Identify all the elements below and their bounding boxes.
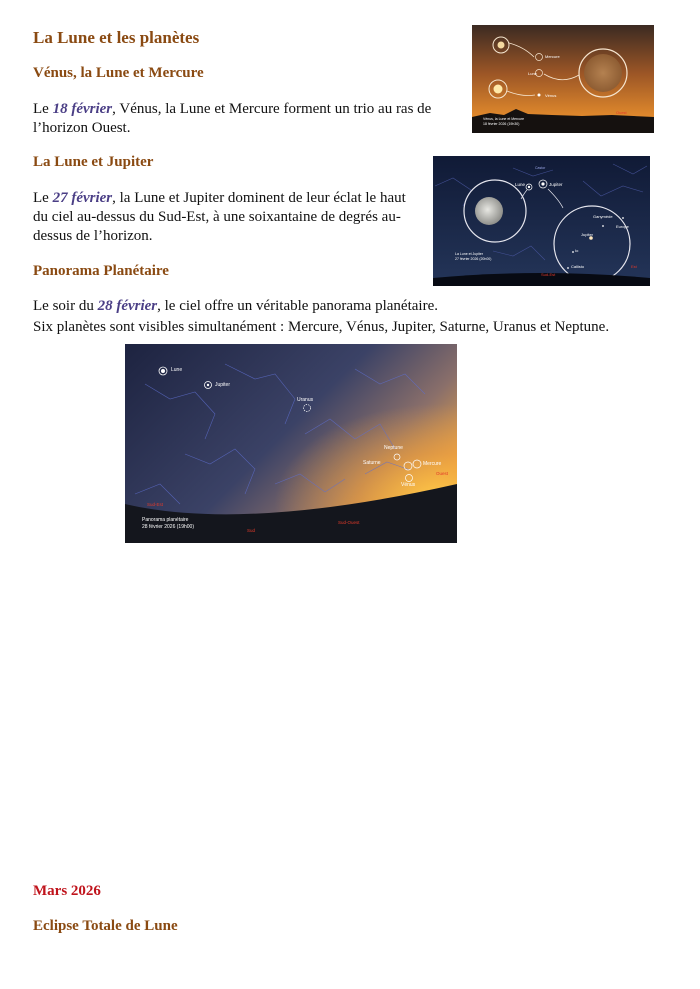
uranus-label: Uranus [297,397,314,403]
panorama-paragraph [33,297,693,316]
sud-est-label: Sud-Est [541,272,556,277]
caption-line1: Panorama planétaire [142,517,189,523]
lune-label: Lune [528,71,537,76]
neptune-label: Neptune [384,445,403,451]
caption-line1: Vénus, la Lune et Mercure [483,117,525,121]
jupiter-label: Jupiter [549,182,563,187]
jupiter-pre: Le [33,190,53,206]
venus-label: Vénus [401,482,416,488]
ouest-label: Ouest [436,471,449,476]
venus-label: Vénus [545,93,557,98]
jupiter-paragraph [33,189,423,246]
jupiter-inset-label: Jupiter [581,232,594,237]
est-label: Est [631,264,637,269]
planetary-panorama-image [125,344,457,543]
sud-est-label: Sud-Est [147,502,164,507]
month-heading: Mars 2026 [33,883,101,899]
venus-pre: Le [33,101,53,117]
moon-jupiter-image [433,156,650,286]
saturne-label: Saturne [363,460,381,466]
page-title: La Lune et les planètes [33,28,200,47]
venus-post: , Vénus, la Lune et Mercure forment un trio au ras de l’horizon Ouest. [33,101,432,136]
jupiter-post: , la Lune et Jupiter dominent de leur éclat le haut du ciel au-dessus du Sud-Est, à une soixantaine de degrés au-dessus de l’horizon. [33,190,406,244]
caption-line1: La Lune et Jupiter [455,252,484,256]
caption-line2: 18 février 2026 (19h30) [483,122,520,126]
venus-heading: Vénus, la Lune et Mercure [33,65,204,81]
lune-label: Lune [515,182,526,187]
callisto-label: Callisto [571,264,585,269]
caption-line2: 28 février 2026 (19h00) [142,524,194,530]
io-label: Io [575,248,579,253]
jupiter-heading: La Lune et Jupiter [33,154,154,170]
venus-date: 18 février [52,101,113,117]
panorama-pre: Le soir du [33,298,98,314]
panorama-heading: Panorama Planétaire [33,263,169,279]
mercure-label: Mercure [423,461,442,467]
mercure-label: Mercure [545,54,560,59]
europe-label: Europe [616,224,629,229]
ouest-label: Ouest [616,110,627,115]
lune-label: Lune [171,367,183,373]
sud-label: Sud [247,528,256,533]
venus-moon-mercury-image [472,25,654,133]
jupiter-date: 27 février [52,190,113,206]
panorama-post: , le ciel offre un véritable panorama planétaire. [157,298,438,314]
sud-ouest-label: Sud-Ouest [338,520,360,525]
caption-line2: 27 février 2026 (20h00) [455,257,492,261]
panorama-line2: Six planètes sont visibles simultanément : Mercure, Vénus, Jupiter, Saturne, Uranus et Neptune. [33,319,610,335]
venus-paragraph [33,100,453,138]
castor-label: Castor [535,166,546,170]
eclipse-heading: Eclipse Totale de Lune [33,918,178,934]
panorama-date: 28 février [97,298,158,314]
jupiter-label: Jupiter [215,382,231,388]
ganymede-label: Ganymède [593,214,613,219]
